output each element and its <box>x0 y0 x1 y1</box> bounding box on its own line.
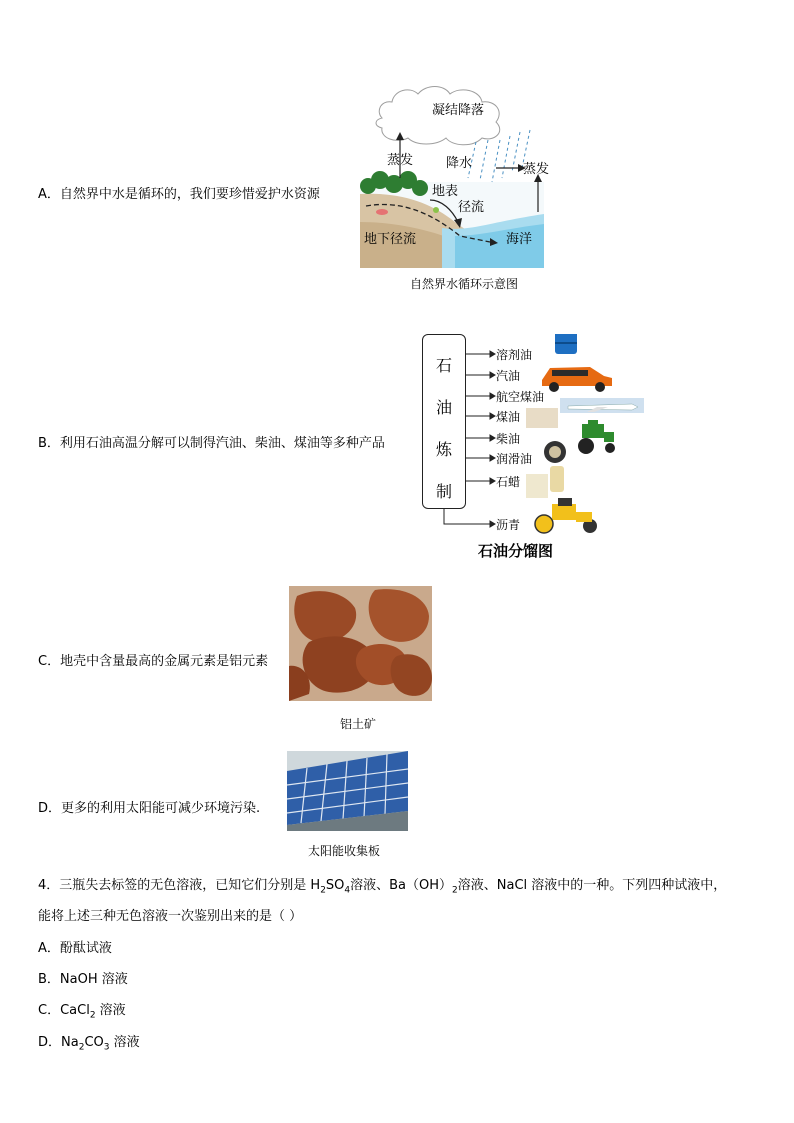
solar-panel-image <box>287 751 408 831</box>
q4-option-b: B．NaOH 溶液 <box>38 972 128 987</box>
product-asphalt: 沥青 <box>496 518 521 532</box>
caption-water-cycle: 自然界水循环示意图 <box>409 277 518 291</box>
q4-option-d <box>38 1031 140 1053</box>
product-jet-fuel: 航空煤油 <box>496 390 545 404</box>
question-4-line-2: 能将上述三种无色溶液一次鉴别出来的是（ ） <box>38 909 303 924</box>
water-cycle-diagram <box>360 82 550 270</box>
q4-sub-1: 2 <box>320 885 326 896</box>
label-evaporation-1: 蒸发 <box>387 153 414 168</box>
option-d-text: D．更多的利用太阳能可减少环境污染. <box>38 801 261 816</box>
oil-arrows <box>422 334 652 534</box>
q4-sub-3: 2 <box>452 885 458 896</box>
q4-text-b: SO <box>325 878 345 893</box>
q4-sub-2: 4 <box>344 885 351 896</box>
q4-d-mid: CO <box>84 1035 104 1050</box>
label-underground-runoff: 地下径流 <box>364 232 417 247</box>
q4-text-d: 溶液、NaCl 溶液中的一种。下列四种试液中， <box>457 878 727 893</box>
option-a-text: A．自然界中水是循环的，我们要珍惜爱护水资源 <box>38 187 320 202</box>
product-lubricant: 润滑油 <box>496 452 533 466</box>
q4-d-sub2: 3 <box>103 1042 110 1053</box>
product-gasoline: 汽油 <box>496 369 521 383</box>
product-solvent-oil: 溶剂油 <box>496 348 533 362</box>
box-char-4: 制 <box>435 482 452 501</box>
q4-d-sub1: 2 <box>78 1042 85 1053</box>
bauxite-image <box>289 586 432 701</box>
label-runoff: 径流 <box>458 200 485 215</box>
bauxite-illustration <box>289 586 432 701</box>
label-surface: 地表 <box>432 184 459 199</box>
q4-c-pre: C．CaCl <box>38 1003 90 1018</box>
q4-text-c: 溶液、Ba（OH） <box>350 878 453 893</box>
q4-text-a: 4．三瓶失去标签的无色溶液，已知它们分别是 H <box>38 878 321 893</box>
q4-d-post: 溶液 <box>109 1035 140 1050</box>
box-char-2: 油 <box>435 398 452 417</box>
label-precipitation: 降水 <box>446 156 473 171</box>
q4-option-c <box>38 999 126 1021</box>
option-c-text: C．地壳中含量最高的金属元素是铝元素 <box>38 654 269 669</box>
q4-c-post: 溶液 <box>95 1003 126 1018</box>
oil-refining-diagram <box>422 334 652 544</box>
product-diesel: 柴油 <box>496 432 521 446</box>
label-condensation: 凝结降落 <box>432 103 485 118</box>
q4-option-a: A．酚酞试液 <box>38 941 112 956</box>
label-evaporation-2: 蒸发 <box>523 162 550 177</box>
box-char-3: 炼 <box>435 440 452 459</box>
option-b-text: B．利用石油高温分解可以制得汽油、柴油、煤油等多种产品 <box>38 436 385 451</box>
product-paraffin: 石蜡 <box>496 475 521 489</box>
label-ocean: 海洋 <box>506 232 533 247</box>
question-4-line-1 <box>38 874 726 896</box>
product-kerosene: 煤油 <box>496 410 521 424</box>
q4-c-sub: 2 <box>89 1010 96 1021</box>
solar-panel-illustration <box>287 751 408 831</box>
q4-d-pre: D．Na <box>38 1035 79 1050</box>
box-char-1: 石 <box>435 356 452 375</box>
caption-solar-panel: 太阳能收集板 <box>307 844 380 858</box>
caption-oil-distillation: 石油分馏图 <box>478 542 554 560</box>
caption-bauxite: 铝土矿 <box>339 717 376 731</box>
